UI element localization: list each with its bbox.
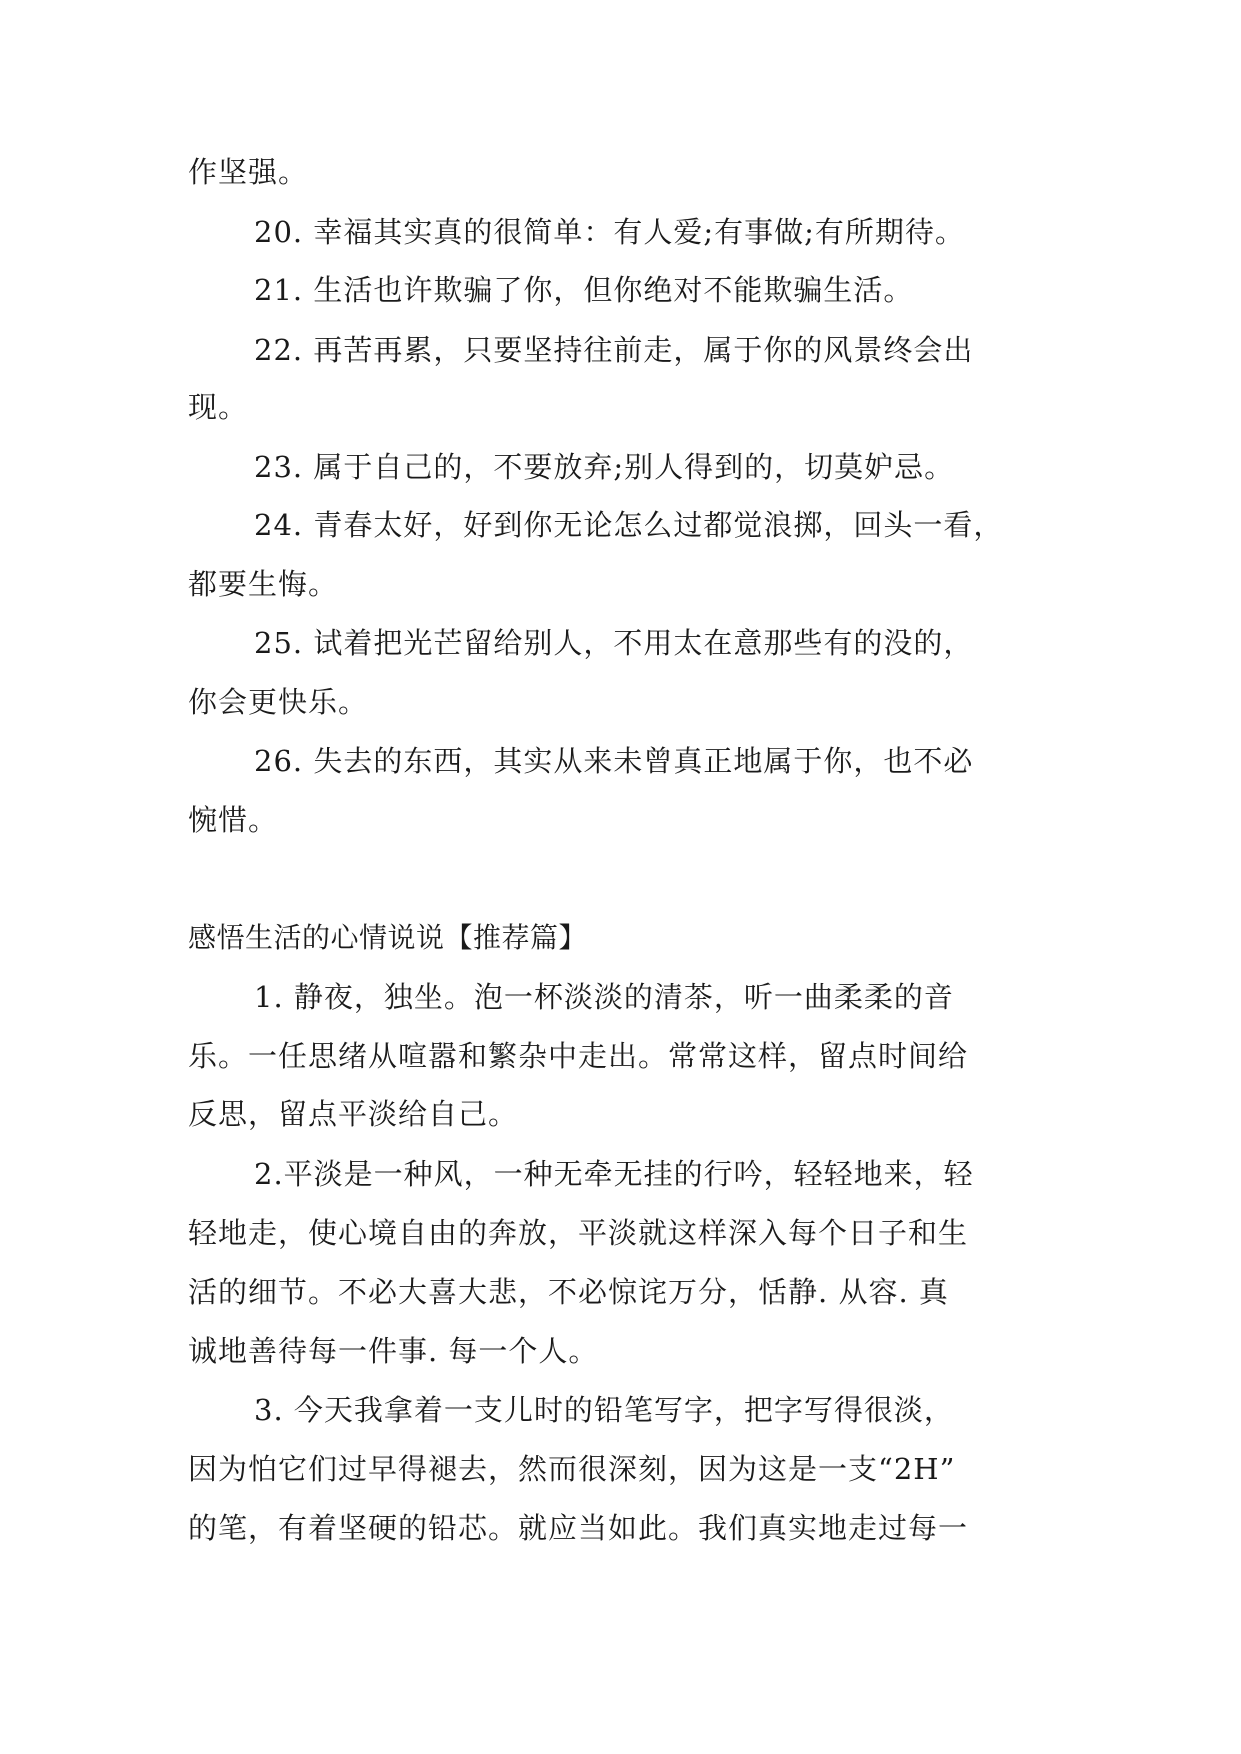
- text-line: 作坚强。: [188, 155, 309, 189]
- text-line: 乐。一任思绪从喧嚣和繁杂中走出。常常这样，留点时间给: [188, 1039, 969, 1073]
- text-line: 因为怕它们过早得褪去，然而很深刻，因为这是一支“2H”: [188, 1452, 956, 1486]
- text-line: 都要生悔。: [188, 567, 339, 601]
- list-item-25: 25. 试着把光芒留给别人，不用太在意那些有的没的，: [254, 626, 974, 660]
- list-item-24: 24. 青春太好，好到你无论怎么过都觉浪掷，回头一看，: [254, 508, 1004, 542]
- text-line: 你会更快乐。: [188, 685, 369, 719]
- list-item-23: 23. 属于自己的，不要放弃;别人得到的，切莫妒忌。: [254, 450, 955, 484]
- text-line: 反思，留点平淡给自己。: [188, 1097, 519, 1131]
- text-line: 活的细节。不必大喜大悲，不必惊诧万分，恬静. 从容. 真: [188, 1275, 949, 1309]
- list-item-22: 22. 再苦再累，只要坚持往前走，属于你的风景终会出: [254, 333, 974, 367]
- list-item-21: 21. 生活也许欺骗了你，但你绝对不能欺骗生活。: [254, 273, 914, 307]
- list-item-2: 2.平淡是一种风，一种无牵无挂的行吟，轻轻地来，轻: [254, 1157, 974, 1191]
- list-item-20: 20. 幸福其实真的很简单：有人爱;有事做;有所期待。: [254, 215, 965, 249]
- list-item-1: 1. 静夜，独坐。泡一杯淡淡的清茶，听一曲柔柔的音: [254, 980, 954, 1014]
- section-heading: 感悟生活的心情说说【推荐篇】: [188, 921, 588, 954]
- text-line: 的笔，有着坚硬的铅芯。就应当如此。我们真实地走过每一: [188, 1511, 969, 1545]
- text-line: 诚地善待每一件事. 每一个人。: [188, 1334, 599, 1368]
- list-item-3: 3. 今天我拿着一支儿时的铅笔写字，把字写得很淡，: [254, 1393, 954, 1427]
- text-line: 轻地走，使心境自由的奔放，平淡就这样深入每个日子和生: [188, 1216, 969, 1250]
- text-line: 现。: [188, 390, 249, 424]
- list-item-26: 26. 失去的东西，其实从来未曾真正地属于你，也不必: [254, 744, 974, 778]
- text-line: 惋惜。: [188, 803, 279, 837]
